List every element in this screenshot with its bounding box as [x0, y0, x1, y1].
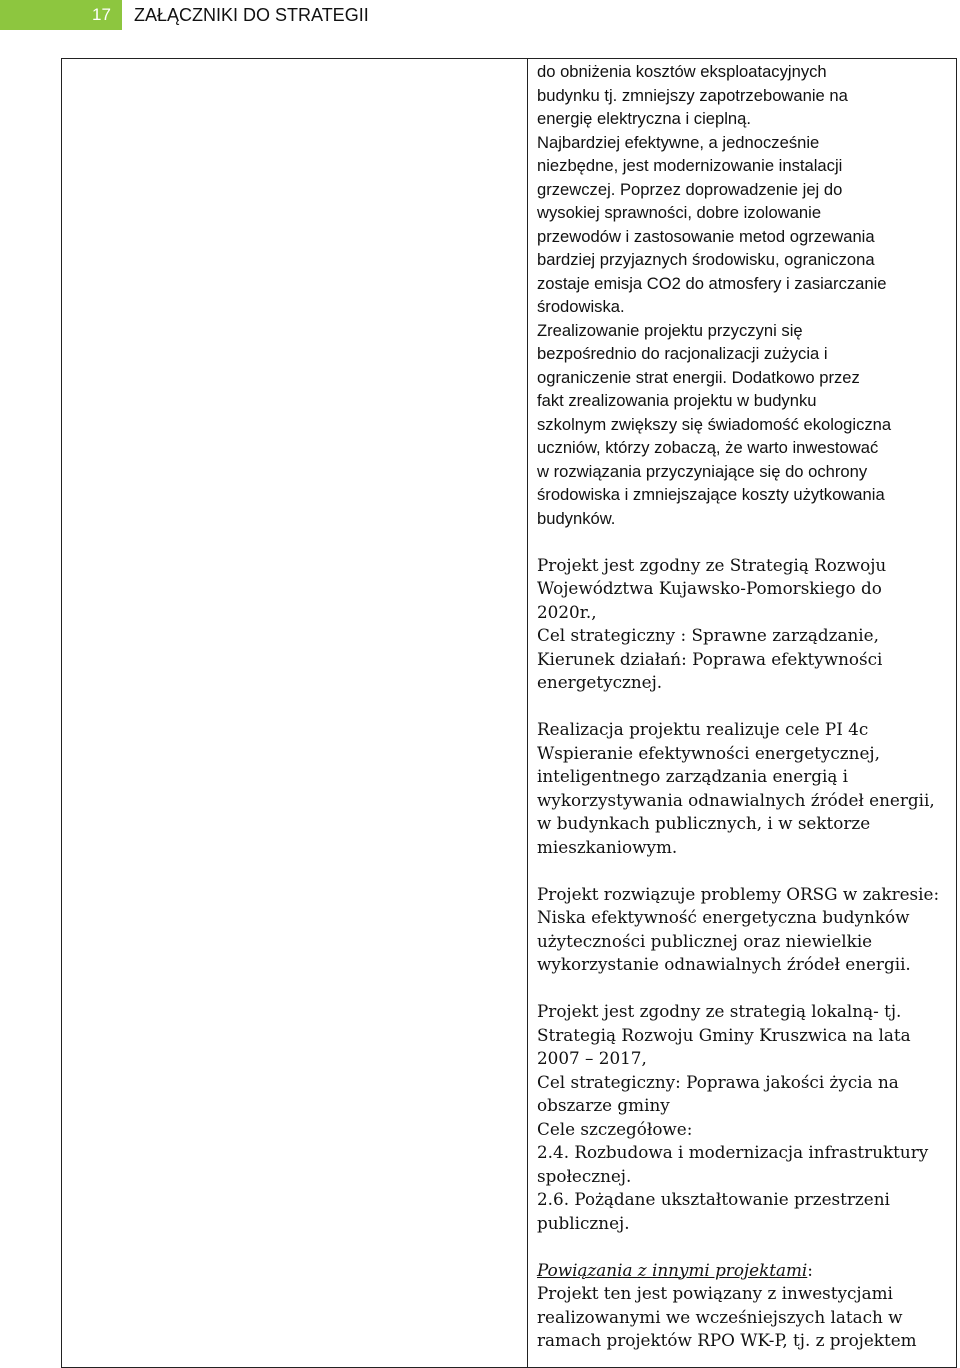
text-line: fakt zrealizowania projektu w budynku	[537, 391, 817, 410]
text-line: do obniżenia kosztów eksploatacyjnych	[537, 62, 827, 81]
text-line: wykorzystanie odnawialnych źródeł energii.	[537, 954, 911, 974]
text-line: ramach projektów RPO WK-P, tj. z projektem	[537, 1330, 917, 1350]
paragraph-spacer	[537, 977, 949, 1001]
section-heading-line	[537, 1259, 949, 1283]
paragraph-spacer	[537, 695, 949, 719]
text-line: Realizacja projektu realizuje cele PI 4c	[537, 719, 869, 739]
text-line: Niska efektywność energetyczna budynków	[537, 907, 910, 927]
paragraph-orsg-problems	[537, 883, 949, 977]
text-line: w budynkach publicznych, i w sektorze	[537, 813, 871, 833]
text-line: mieszkaniowym.	[537, 836, 678, 857]
text-line: środowiska i zmniejszające koszty użytkowania	[537, 485, 885, 504]
text-line: 2.6. Pożądane ukształtowanie przestrzeni	[537, 1189, 890, 1209]
text-line: Kierunek działań: Poprawa efektywności	[537, 648, 883, 669]
heading-colon: :	[807, 1259, 813, 1280]
text-line: w rozwiązania przyczyniające się do ochrony	[537, 461, 868, 481]
text-line: Cel strategiczny: Poprawa jakości życia na	[537, 1071, 899, 1092]
text-line: budynku tj. zmniejszy zapotrzebowanie na	[537, 85, 848, 105]
text-line: Projekt jest zgodny ze Strategią Rozwoju	[537, 554, 887, 575]
text-line: zostaje emisja CO2 do atmosfery i zasiarczanie	[537, 273, 887, 293]
text-line: obszarze gminy	[537, 1095, 670, 1115]
text-line: przewodów i zastosowanie metod ogrzewania	[537, 226, 875, 246]
text-line: realizowanymi we wcześniejszych latach w	[537, 1306, 903, 1327]
paragraph-local-strategy	[537, 1000, 949, 1235]
related-projects-heading: Powiązania z innymi projektami	[537, 1259, 808, 1280]
text-line: energię elektryczna i cieplną.	[537, 109, 751, 128]
header-title: ZAŁĄCZNIKI DO STRATEGII	[134, 5, 369, 25]
text-line: bezpośrednio do racjonalizacji zużycia i	[537, 344, 828, 363]
text-line: uczniów, którzy zobaczą, że warto inwestować	[537, 438, 879, 457]
paragraph-investment-priority	[537, 718, 949, 859]
paragraph-spacer	[537, 1235, 949, 1259]
text-line: energetycznej.	[537, 672, 663, 692]
text-line: 2.4. Rozbudowa i modernizacja infrastruktury	[537, 1142, 929, 1162]
text-line: niezbędne, jest modernizowanie instalacji	[537, 156, 843, 175]
text-line: Wspieranie efektywności energetycznej,	[537, 742, 880, 763]
text-line: inteligentnego zarządzania energią i	[537, 766, 849, 786]
text-line: grzewczej. Poprzez doprowadzenie jej do	[537, 179, 843, 199]
text-line: Strategią Rozwoju Gminy Kruszwica na lata	[537, 1024, 911, 1045]
text-line: Zrealizowanie projektu przyczyni się	[537, 320, 803, 340]
text-line: budynków.	[537, 508, 616, 528]
text-line: 2020r.,	[537, 601, 597, 622]
text-line: bardziej przyjaznych środowisku, ograniczona	[537, 250, 875, 269]
text-line: ograniczenie strat energii. Dodatkowo przez	[537, 367, 860, 387]
text-line: wykorzystywania odnawialnych źródeł energii,	[537, 789, 935, 810]
table-column-divider	[527, 58, 528, 1368]
page-number: 17	[0, 0, 122, 30]
text-line: Cele szczegółowe:	[537, 1118, 693, 1139]
paragraph-regional-strategy	[537, 554, 949, 695]
text-line: Projekt rozwiązuje problemy ORSG w zakresie:	[537, 883, 940, 904]
paragraph-spacer	[537, 859, 949, 883]
text-line: Cel strategiczny : Sprawne zarządzanie,	[537, 625, 879, 645]
right-column	[537, 60, 949, 1353]
text-line: środowiska.	[537, 297, 625, 316]
text-line: szkolnym zwiększy się świadomość ekologiczna	[537, 414, 892, 434]
text-line: Projekt ten jest powiązany z inwestycjami	[537, 1283, 893, 1303]
text-line: społecznej.	[537, 1165, 632, 1186]
paragraph-spacer	[537, 530, 949, 554]
text-line: Województwa Kujawsko-Pomorskiego do	[537, 578, 882, 598]
paragraph-project-effects	[537, 60, 949, 530]
text-line: Najbardziej efektywne, a jednocześnie	[537, 132, 820, 152]
text-line: 2007 – 2017,	[537, 1048, 647, 1068]
text-line: użyteczności publicznej oraz niewielkie	[537, 930, 873, 951]
text-line: publicznej.	[537, 1212, 630, 1233]
paragraph-related-projects	[537, 1259, 949, 1353]
text-line: Projekt jest zgodny ze strategią lokalną- tj.	[537, 1001, 902, 1021]
text-line: wysokiej sprawności, dobre izolowanie	[537, 203, 822, 222]
page-header	[0, 0, 960, 30]
